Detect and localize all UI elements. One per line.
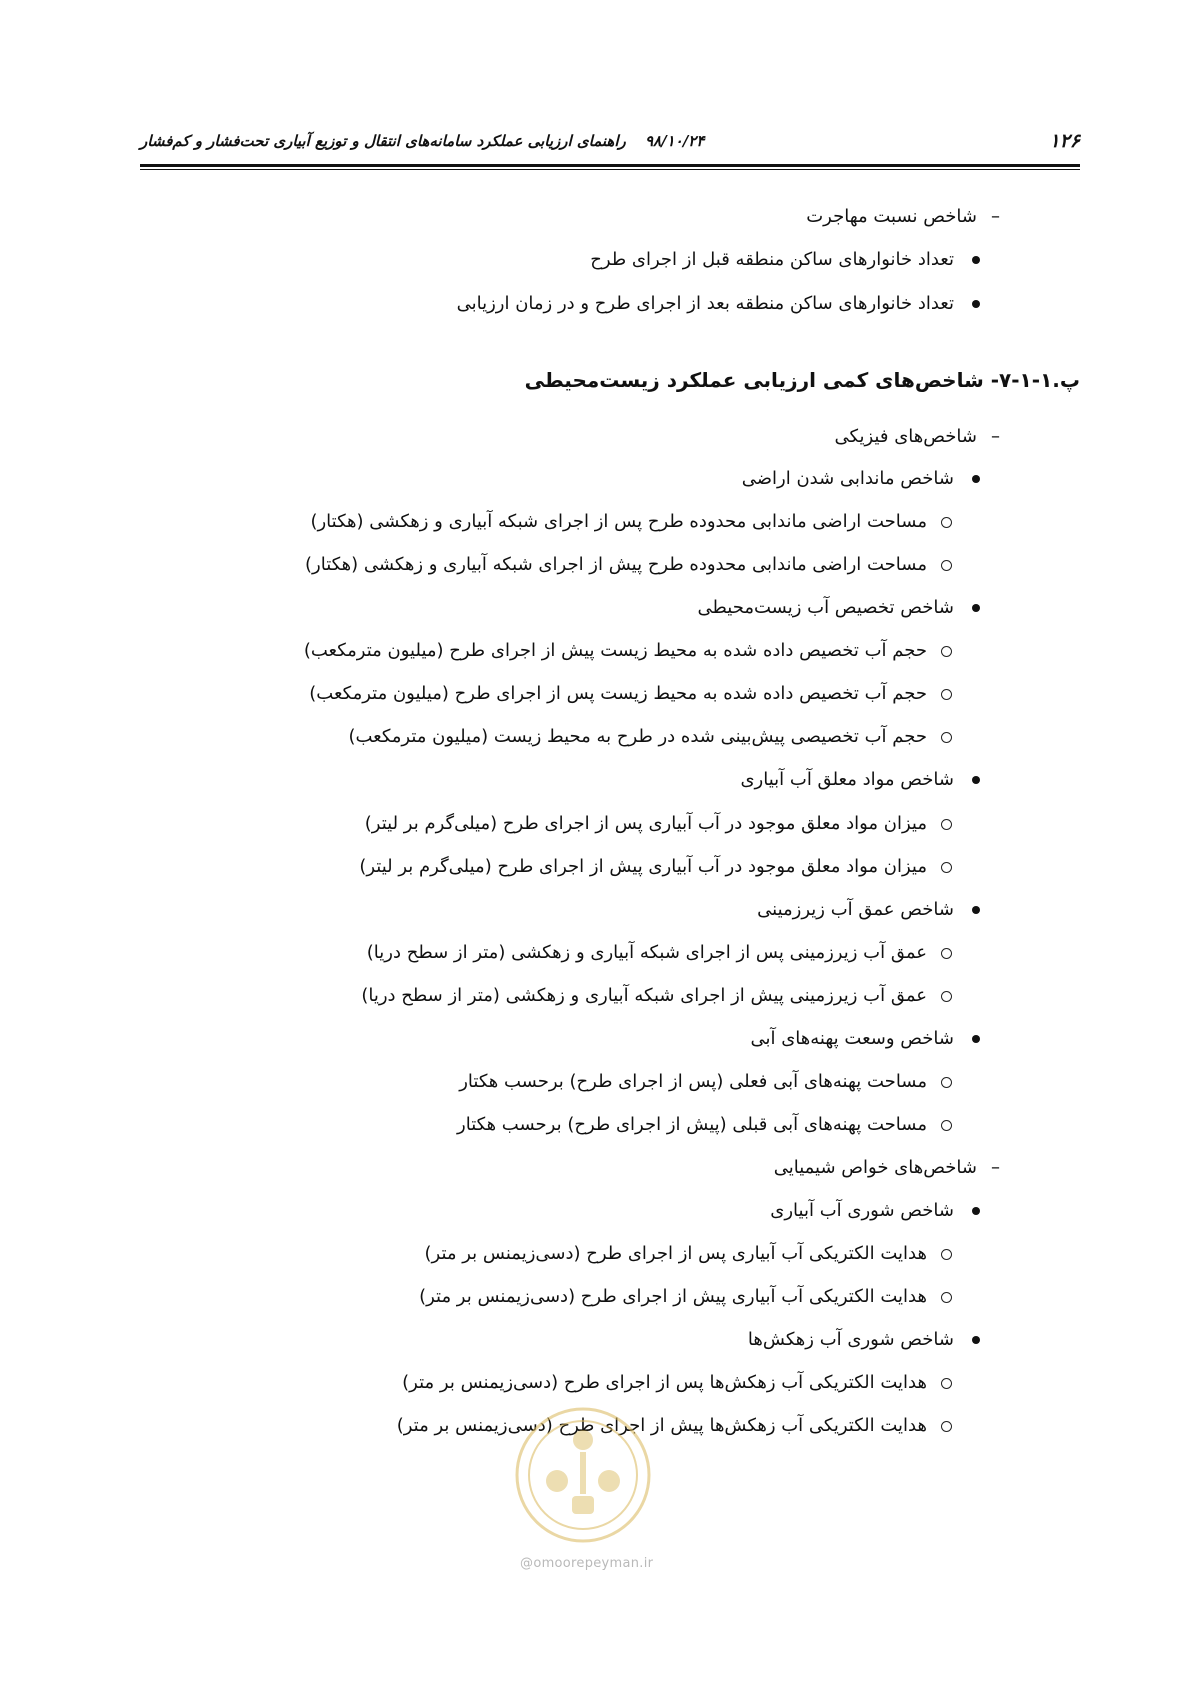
sub-item (361, 984, 952, 1008)
circle-bullet-icon (941, 1077, 952, 1088)
bullet-item (590, 248, 980, 272)
circle-bullet-icon (941, 991, 952, 1002)
running-title (140, 132, 704, 150)
bullet-item (757, 898, 980, 922)
circle-bullet-icon (941, 1378, 952, 1389)
dash-item-physical (835, 425, 1000, 449)
sub-item-text: مساحت اراضی ماندابی محدوده طرح پیش از اجرای شبکه آبیاری و زهکشی (هکتار) (305, 554, 927, 575)
dash-item-chemical (774, 1156, 1000, 1180)
bullet-icon (972, 906, 980, 914)
dash-item-text: شاخص‌های خواص شیمیایی (773, 1157, 977, 1178)
sub-item (367, 941, 952, 965)
bullet-icon (972, 1336, 980, 1344)
bullet-icon (972, 475, 980, 483)
circle-bullet-icon (941, 517, 952, 528)
sub-item (419, 1285, 952, 1309)
circle-bullet-icon (941, 689, 952, 700)
sub-item-text: عمق آب زیرزمینی پیش از اجرای شبکه آبیاری و زهکشی (متر از سطح دریا) (361, 985, 927, 1006)
sub-item-text: هدایت الکتریکی آب آبیاری پیش از اجرای طرح (دسی‌زیمنس بر متر) (419, 1286, 927, 1307)
bullet-item (748, 1328, 980, 1352)
bullet-item (770, 1199, 980, 1223)
sub-item (365, 812, 952, 836)
sub-item-text: میزان مواد معلق موجود در آب آبیاری پس از اجرای طرح (میلی‌گرم بر لیتر) (364, 813, 927, 834)
bullet-icon (972, 1035, 980, 1043)
sub-item (402, 1371, 952, 1395)
dash-item-text: شاخص نسبت مهاجرت (806, 206, 977, 227)
watermark-url-text: omoorepeyman.ir (533, 1556, 654, 1571)
sub-item-text: حجم آب تخصیص داده شده به محیط زیست پس از اجرای طرح (میلیون مترمکعب) (309, 683, 927, 704)
circle-bullet-icon (941, 732, 952, 743)
dash-icon: – (991, 426, 1000, 447)
page-number: ۱۲۶ (1049, 130, 1080, 152)
sub-item (309, 682, 952, 706)
circle-bullet-icon (941, 1120, 952, 1131)
sub-item-text: مساحت اراضی ماندابی محدوده طرح پس از اجرای شبکه آبیاری و زهکشی (هکتار) (310, 511, 927, 532)
bullet-item (457, 292, 980, 316)
section-heading: پ.۱-۱-۷- شاخص‌های کمی ارزیابی عملکرد زیست‌محیطی (524, 368, 1080, 392)
sub-item (348, 725, 952, 749)
dash-icon: – (991, 206, 1000, 227)
bullet-item-text: تعداد خانوارهای ساکن منطقه بعد از اجرای طرح و در زمان ارزیابی (456, 293, 954, 314)
circle-bullet-icon (941, 948, 952, 959)
sub-item-text: هدایت الکتریکی آب زهکش‌ها پیش از اجرای طرح (دسی‌زیمنس بر متر) (396, 1415, 927, 1436)
circle-bullet-icon (941, 862, 952, 873)
header-title: راهنمای ارزیابی عملکرد سامانه‌های انتقال و توزیع آبیاری تحت‌فشار و کم‌فشار (140, 132, 626, 150)
bullet-item (740, 768, 980, 792)
bullet-icon (972, 776, 980, 784)
dash-icon: – (991, 1157, 1000, 1178)
circle-bullet-icon (941, 819, 952, 830)
sub-item-text: مساحت پهنه‌های آبی قبلی (پیش از اجرای طرح) برحسب هکتار (457, 1114, 927, 1135)
seal-logo-icon (508, 1400, 658, 1550)
sub-item (310, 510, 952, 534)
sub-item (305, 553, 952, 577)
bullet-item-text: شاخص وسعت پهنه‌های آبی (750, 1028, 954, 1049)
bullet-item-text: شاخص شوری آب آبیاری (770, 1200, 954, 1221)
sub-item-text: حجم آب تخصیصی پیش‌بینی شده در طرح به محیط زیست (میلیون مترمکعب) (348, 726, 927, 747)
header-rule (140, 164, 1080, 170)
circle-bullet-icon (941, 646, 952, 657)
sub-item (457, 1113, 952, 1137)
sub-item-text: عمق آب زیرزمینی پس از اجرای شبکه آبیاری و زهکشی (متر از سطح دریا) (366, 942, 927, 963)
bullet-item (698, 596, 980, 620)
bullet-item-text: شاخص تخصیص آب زیست‌محیطی (697, 597, 954, 618)
sub-item (304, 639, 952, 663)
bullet-icon (972, 604, 980, 612)
dash-item-text: شاخص‌های فیزیکی (834, 426, 977, 447)
sub-item (397, 1414, 952, 1438)
bullet-icon (972, 300, 980, 308)
circle-bullet-icon (941, 1421, 952, 1432)
bullet-item (742, 467, 980, 491)
sub-item-text: حجم آب تخصیص داده شده به محیط زیست پیش از اجرای طرح (میلیون مترمکعب) (303, 640, 927, 661)
circle-bullet-icon (941, 1292, 952, 1303)
sub-item-text: میزان مواد معلق موجود در آب آبیاری پیش از اجرای طرح (میلی‌گرم بر لیتر) (359, 856, 927, 877)
page-header (140, 128, 1080, 158)
bullet-icon (972, 256, 980, 264)
sub-item (359, 855, 952, 879)
circle-bullet-icon (941, 560, 952, 571)
bullet-item-text: شاخص مواد معلق آب آبیاری (740, 769, 954, 790)
sub-item-text: هدایت الکتریکی آب زهکش‌ها پس از اجرای طرح (دسی‌زیمنس بر متر) (402, 1372, 927, 1393)
bullet-item-text: شاخص ماندابی شدن اراضی (741, 468, 954, 489)
circle-bullet-icon (941, 1249, 952, 1260)
bullet-item (750, 1027, 980, 1051)
dash-item-migration (806, 205, 1000, 229)
header-date: ۹۸/۱۰/۲۴ (644, 132, 705, 150)
bullet-icon (972, 1207, 980, 1215)
bullet-item-text: شاخص عمق آب زیرزمینی (757, 899, 954, 920)
watermark-url: @omoorepeyman.ir (520, 1556, 654, 1571)
sub-item-text: هدایت الکتریکی آب آبیاری پس از اجرای طرح (دسی‌زیمنس بر متر) (424, 1243, 927, 1264)
bullet-item-text: تعداد خانوارهای ساکن منطقه قبل از اجرای طرح (590, 249, 954, 270)
sub-item (459, 1070, 952, 1094)
bullet-item-text: شاخص شوری آب زهکش‌ها (747, 1329, 954, 1350)
sub-item (425, 1242, 953, 1266)
sub-item-text: مساحت پهنه‌های آبی فعلی (پس از اجرای طرح) برحسب هکتار (459, 1071, 927, 1092)
